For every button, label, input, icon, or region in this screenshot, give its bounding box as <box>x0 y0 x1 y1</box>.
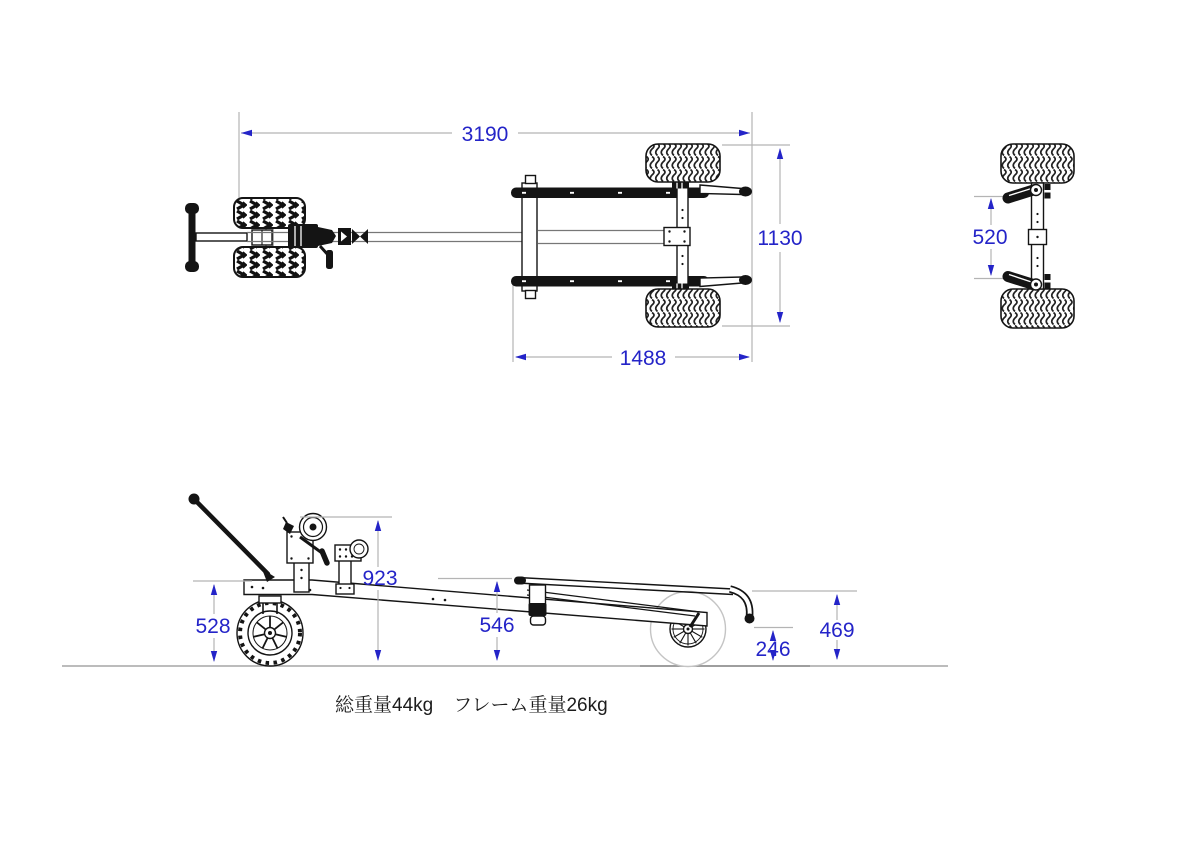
arrow-up-icon <box>375 520 381 531</box>
arrow-left-icon <box>241 130 252 136</box>
handle-rod <box>194 499 268 574</box>
bow-post-base <box>336 584 354 594</box>
winch-grip <box>326 250 333 269</box>
arrow-down-icon <box>211 651 217 662</box>
rear-frame-top <box>511 144 752 327</box>
tire <box>234 247 305 277</box>
arrow-down-icon <box>834 649 840 660</box>
axle-view <box>972 144 1074 328</box>
side-view <box>62 494 948 667</box>
dim-label: 3190 <box>461 123 509 146</box>
handle-cap <box>185 203 199 214</box>
tire <box>1001 289 1074 328</box>
rear-tire <box>646 289 720 327</box>
arrow-right-icon <box>739 130 750 136</box>
tire <box>1001 144 1074 183</box>
dim-label: 1488 <box>619 347 667 370</box>
arrow-right-icon <box>739 354 750 360</box>
guide-pipe-tip <box>745 614 755 624</box>
bunk-rail-cap <box>514 577 526 585</box>
rear-wheel-side <box>651 592 726 667</box>
arrow-down-icon <box>777 312 783 323</box>
dim-label: 546 <box>479 614 515 637</box>
pawl-lever <box>283 517 287 523</box>
dim-label: 469 <box>819 619 855 642</box>
top-view <box>185 112 803 370</box>
dim-rear-tip-height <box>754 628 793 662</box>
dim-overall-width <box>722 145 803 326</box>
arrow-down-icon <box>494 650 500 661</box>
rail-bracket <box>530 585 546 605</box>
dim-label: 923 <box>362 567 398 590</box>
total-weight-label: 総重量44kg <box>335 695 434 716</box>
swivel-plate <box>259 596 281 603</box>
rail-joint-lower <box>531 616 546 625</box>
rear-guide-tip <box>739 187 752 197</box>
handle-cap <box>185 261 199 272</box>
arrow-left-icon <box>515 354 526 360</box>
front-wheel-side <box>237 596 303 666</box>
tire <box>234 198 305 228</box>
rear-guide-tip <box>739 275 752 285</box>
winch-grip <box>322 551 327 563</box>
bunk-rail <box>518 578 733 590</box>
rail-joint <box>529 603 547 616</box>
rear-axle-dot <box>687 628 690 631</box>
arrow-up-icon <box>777 148 783 159</box>
handle-bar <box>189 206 196 269</box>
front-crossmember <box>522 183 537 291</box>
dim-label: 246 <box>755 638 791 661</box>
beam <box>244 580 707 626</box>
arrow-up-icon <box>211 584 217 595</box>
rear-tire <box>646 144 720 182</box>
handle-ball <box>189 494 200 505</box>
arrow-up-icon <box>494 581 500 592</box>
front-axle-dot <box>268 631 272 635</box>
arrow-down-icon <box>988 265 994 276</box>
crossmember-tab <box>526 176 536 184</box>
arrow-down-icon <box>375 650 381 661</box>
dim-label: 528 <box>195 615 231 638</box>
crossmember-tab <box>526 291 536 299</box>
winch-body <box>288 224 318 248</box>
handle-shaft <box>196 233 247 241</box>
dim-label: 1130 <box>757 227 803 250</box>
bow-roller <box>350 540 368 558</box>
dim-label: 520 <box>972 226 1008 249</box>
bunk-roller-top <box>1008 185 1042 199</box>
frame-weight-label: フレーム重量26kg <box>453 695 608 716</box>
arrow-up-icon <box>834 594 840 605</box>
axle-plate <box>664 228 690 246</box>
winch-nose <box>318 227 336 246</box>
dim-bunk-spacing <box>972 197 1007 279</box>
pulley-hub <box>310 524 317 531</box>
tow-handle-side <box>189 494 276 583</box>
arrow-up-icon <box>988 198 994 209</box>
weight-note <box>335 694 608 716</box>
